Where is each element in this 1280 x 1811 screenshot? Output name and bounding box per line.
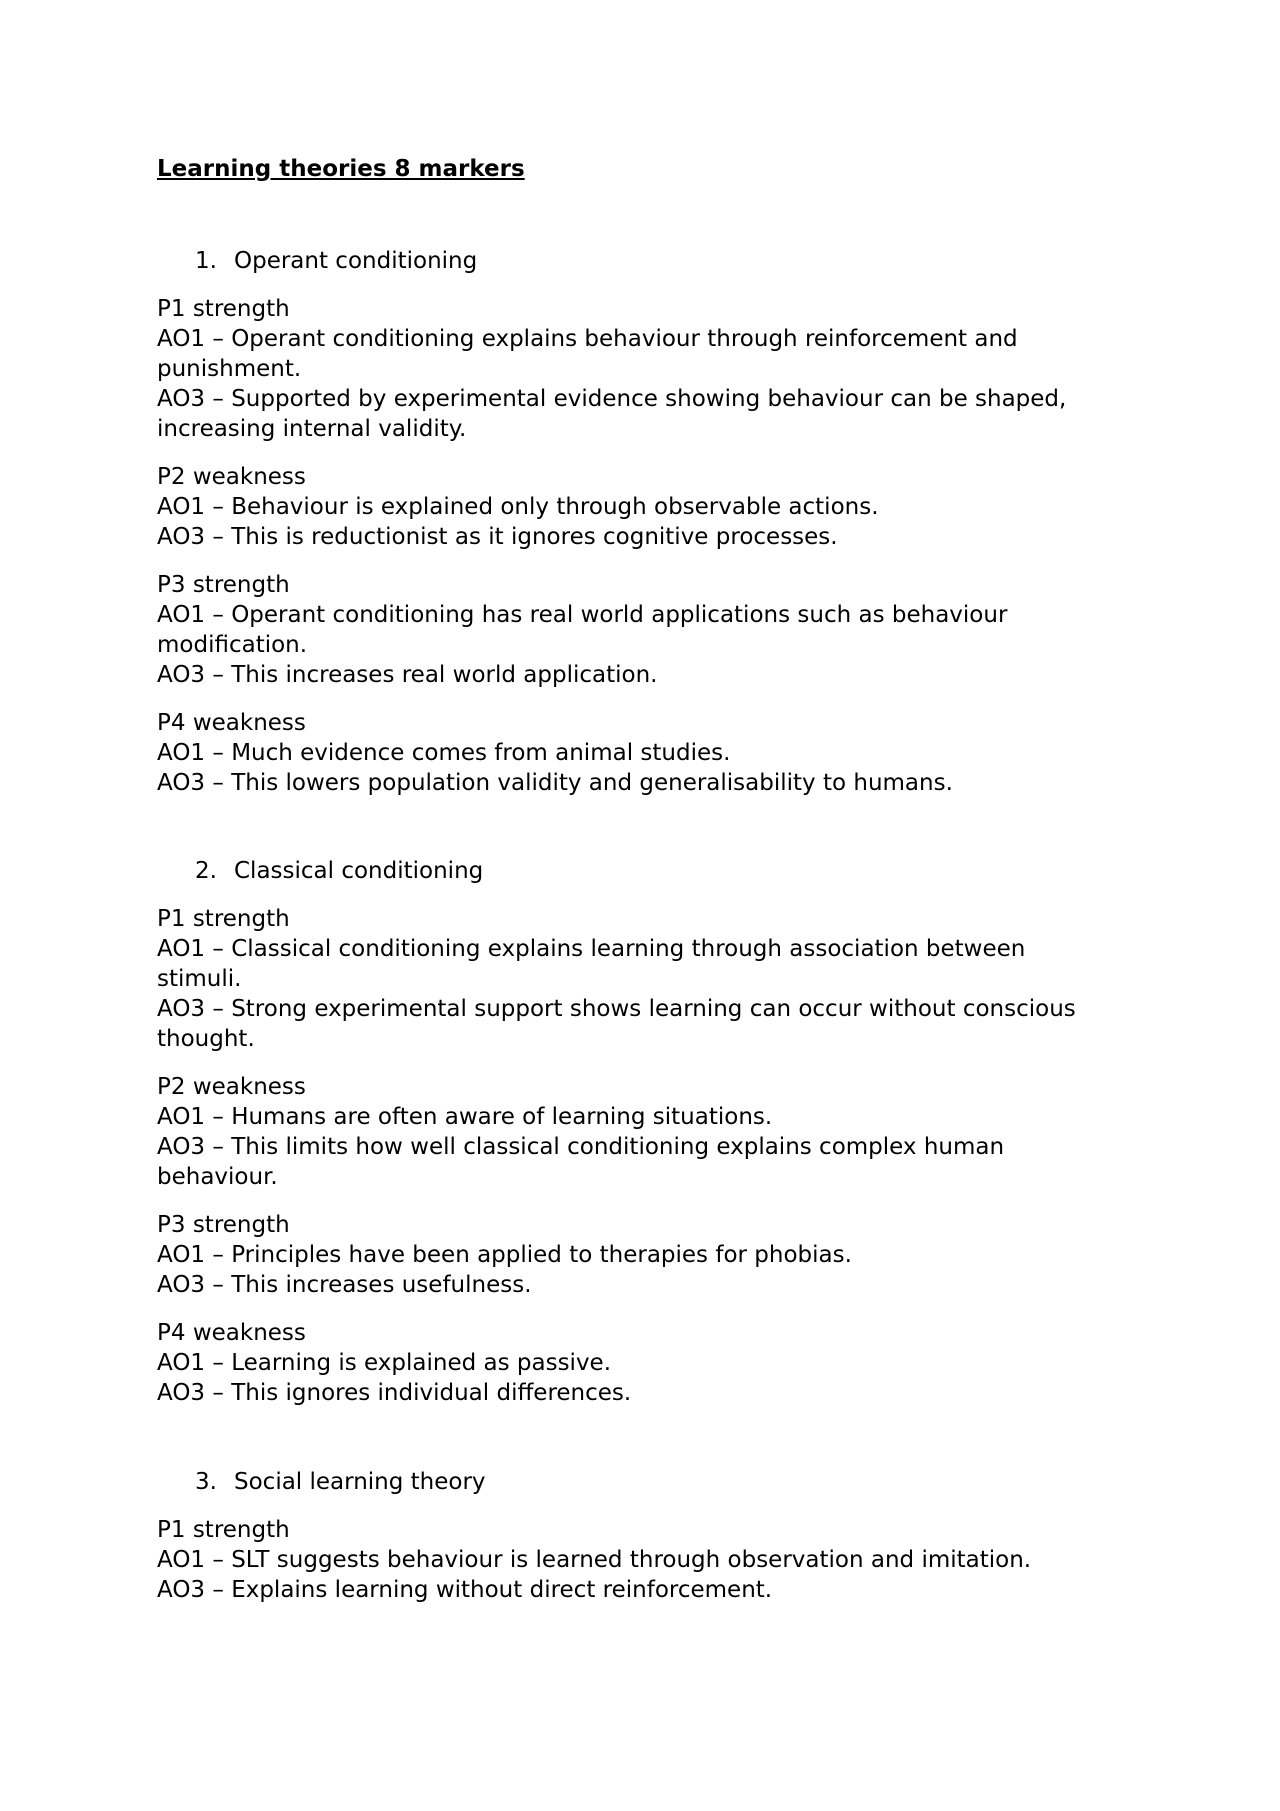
section-title: Operant conditioning: [234, 248, 478, 274]
ao3-text: AO3 – This increases real world application.: [157, 662, 658, 688]
point-label: P1 strength: [157, 906, 290, 932]
ao1-text: AO1 – Operant conditioning has real world applications such as behaviour modification.: [157, 602, 1008, 658]
section-title: Classical conditioning: [234, 858, 484, 884]
section-operant-conditioning: [157, 246, 1117, 798]
point-p3: [157, 570, 1117, 690]
point-label: P2 weakness: [157, 1074, 306, 1100]
point-p1: [157, 904, 1117, 1054]
section-number: 3.: [195, 1469, 217, 1495]
document-title: Learning theories 8 markers: [157, 156, 525, 182]
ao1-text: AO1 – Humans are often aware of learning situations.: [157, 1104, 773, 1130]
ao3-text: AO3 – This ignores individual differences.: [157, 1380, 632, 1406]
ao3-text: AO3 – Supported by experimental evidence showing behaviour can be shaped, increasing internal validity.: [157, 386, 1067, 442]
ao1-text: AO1 – Classical conditioning explains learning through association between stimuli.: [157, 936, 1026, 992]
ao1-text: AO1 – Learning is explained as passive.: [157, 1350, 612, 1376]
section-heading: [195, 246, 1117, 276]
point-p2: [157, 1072, 1117, 1192]
point-p2: [157, 462, 1117, 552]
point-p1: [157, 294, 1117, 444]
ao3-text: AO3 – This is reductionist as it ignores cognitive processes.: [157, 524, 838, 550]
ao3-text: AO3 – Explains learning without direct reinforcement.: [157, 1577, 773, 1603]
point-p4: [157, 708, 1117, 798]
point-label: P3 strength: [157, 572, 290, 598]
point-label: P1 strength: [157, 296, 290, 322]
ao3-text: AO3 – This limits how well classical conditioning explains complex human behaviour.: [157, 1134, 1005, 1190]
point-p4: [157, 1318, 1117, 1408]
point-label: P4 weakness: [157, 710, 306, 736]
point-p3: [157, 1210, 1117, 1300]
ao1-text: AO1 – Principles have been applied to therapies for phobias.: [157, 1242, 852, 1268]
point-label: P2 weakness: [157, 464, 306, 490]
section-social-learning-theory: [157, 1467, 1117, 1605]
section-number: 1.: [195, 248, 217, 274]
section-classical-conditioning: [157, 856, 1117, 1408]
section-heading: [195, 856, 1117, 886]
ao3-text: AO3 – Strong experimental support shows learning can occur without conscious thought.: [157, 996, 1076, 1052]
ao1-text: AO1 – SLT suggests behaviour is learned through observation and imitation.: [157, 1547, 1032, 1573]
section-heading: [195, 1467, 1117, 1497]
ao3-text: AO3 – This lowers population validity and generalisability to humans.: [157, 770, 953, 796]
point-p1: [157, 1515, 1117, 1605]
point-label: P1 strength: [157, 1517, 290, 1543]
ao3-text: AO3 – This increases usefulness.: [157, 1272, 532, 1298]
section-title: Social learning theory: [234, 1469, 486, 1495]
ao1-text: AO1 – Much evidence comes from animal studies.: [157, 740, 731, 766]
ao1-text: AO1 – Operant conditioning explains behaviour through reinforcement and punishment.: [157, 326, 1018, 382]
ao1-text: AO1 – Behaviour is explained only through observable actions.: [157, 494, 879, 520]
section-number: 2.: [195, 858, 217, 884]
point-label: P4 weakness: [157, 1320, 306, 1346]
point-label: P3 strength: [157, 1212, 290, 1238]
